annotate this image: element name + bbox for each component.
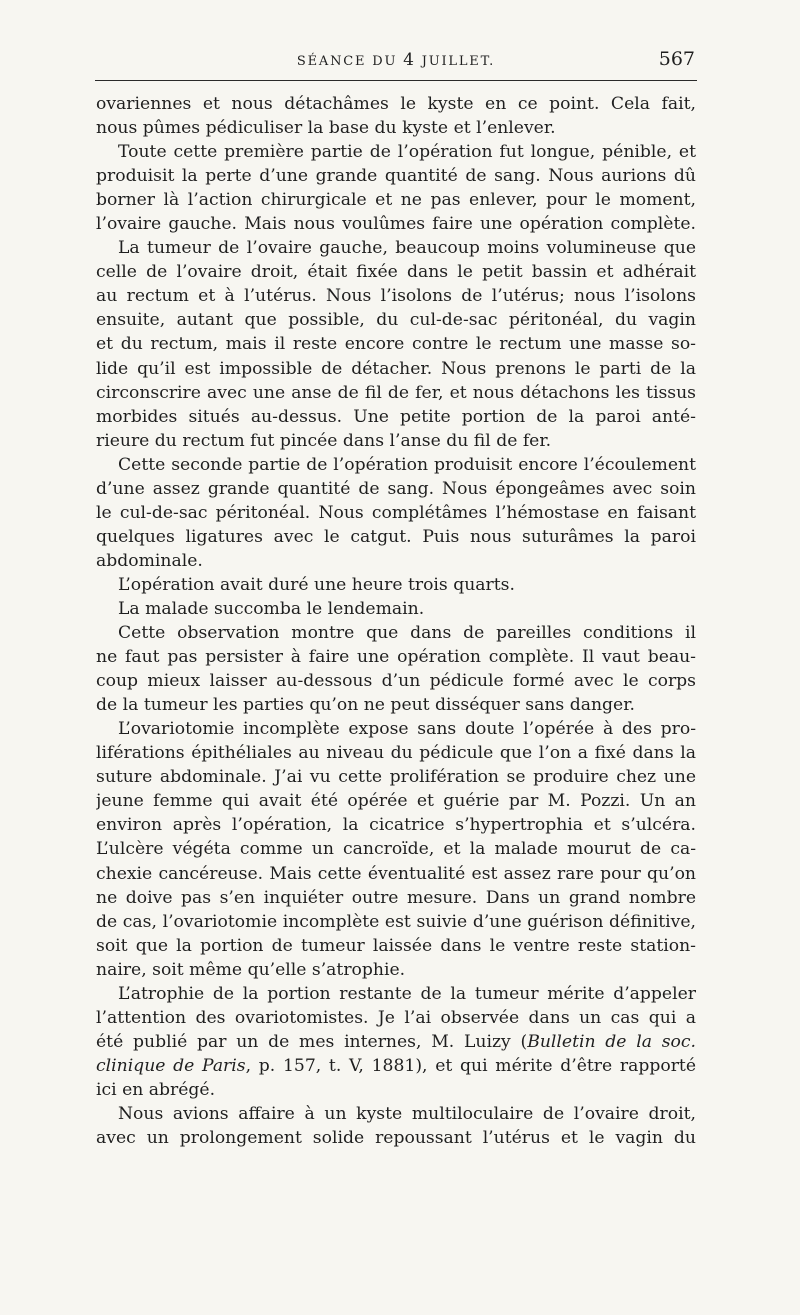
running-header: [95, 48, 697, 78]
text-line: environ après l’opération, la cicatrice s’hypertrophia et s’ulcéra.: [96, 815, 696, 836]
text-line: L’atrophie de la portion restante de la tumeur mérite d’appeler: [118, 983, 696, 1004]
header-rule: [95, 80, 697, 81]
text-line: circonscrire avec une anse de fil de fer, et nous détachons les tissus: [96, 382, 696, 403]
text-line: La tumeur de l’ovaire gauche, beaucoup moins volumineuse que: [118, 238, 696, 259]
text-line: avec un prolongement solide repoussant l’utérus et le vagin du: [96, 1128, 696, 1149]
text-line: ici en abrégé.: [96, 1079, 216, 1100]
text-line: liférations épithéliales au niveau du pédicule que l’on a fixé dans la: [96, 743, 696, 764]
text-line: naire, soit même qu’elle s’atrophie.: [96, 959, 406, 980]
text-line: nous pûmes pédiculiser la base du kyste et l’enlever.: [96, 118, 556, 139]
text-line: borner là l’action chirurgicale et ne pas enlever, pour le moment,: [96, 190, 696, 211]
text-line: quelques ligatures avec le catgut. Puis nous suturâmes la paroi: [96, 526, 696, 547]
text-line: L’ulcère végéta comme un cancroïde, et la malade mourut de ca-: [96, 839, 696, 860]
text-line: ensuite, autant que possible, du cul-de-sac péritonéal, du vagin: [96, 310, 696, 331]
text-line: ne faut pas persister à faire une opération complète. Il vaut beau-: [96, 647, 696, 668]
text-line: rieure du rectum fut pincée dans l’anse du fil de fer.: [96, 430, 552, 451]
running-title-part-1: SÉANCE DU: [296, 54, 404, 69]
text-segment: , p. 157, t. V, 1881), et qui mérite d’être rapporté: [245, 1055, 696, 1076]
text-line: suture abdominale. J’ai vu cette prolifération se produire chez une: [96, 767, 696, 788]
text-segment: été publié par un de mes internes, M. Luizy (: [96, 1031, 528, 1052]
running-title-part-2: JUILLET.: [415, 54, 496, 69]
text-line: L’ovariotomie incomplète expose sans doute l’opérée à des pro-: [118, 719, 696, 740]
text-line: celle de l’ovaire droit, était fixée dans le petit bassin et adhérait: [96, 262, 696, 283]
text-line: ne doive pas s’en inquiéter outre mesure. Dans un grand nombre: [96, 887, 696, 908]
text-line: abdominale.: [96, 550, 203, 571]
text-line: l’ovaire gauche. Mais nous voulûmes faire une opération complète.: [96, 214, 696, 235]
text-line: [96, 1054, 696, 1078]
text-line: d’une assez grande quantité de sang. Nous épongeâmes avec soin: [96, 478, 696, 499]
text-line: [96, 1030, 696, 1054]
text-line: chexie cancéreuse. Mais cette éventualité est assez rare pour qu’on: [96, 863, 696, 884]
running-title-day: 4: [403, 50, 416, 70]
text-line: ovariennes et nous détachâmes le kyste en ce point. Cela fait,: [96, 94, 696, 114]
text-line: Cette observation montre que dans de pareilles conditions il: [118, 623, 696, 644]
text-line: lide qu’il est impossible de détacher. Nous prenons le parti de la: [96, 358, 696, 379]
running-title: [95, 50, 697, 70]
text-line: l’attention des ovariotomistes. Je l’ai observée dans un cas qui a: [96, 1007, 696, 1028]
citation-title: Bulletin de la soc.: [527, 1031, 696, 1052]
citation-title: clinique de Paris: [96, 1055, 246, 1076]
text-line: Toute cette première partie de l’opération fut longue, pénible, et: [118, 142, 696, 163]
text-line: coup mieux laisser au-dessous d’un pédicule formé avec le corps: [96, 671, 696, 692]
text-line: de la tumeur les parties qu’on ne peut disséquer sans danger.: [96, 695, 635, 716]
body-text: [96, 92, 696, 1150]
text-line: Cette seconde partie de l’opération produisit encore l’écoulement: [118, 454, 696, 475]
page-number: 567: [658, 48, 695, 70]
text-line: au rectum et à l’utérus. Nous l’isolons de l’utérus; nous l’isolons: [96, 286, 696, 307]
text-line: le cul-de-sac péritonéal. Nous complétâmes l’hémostase en faisant: [96, 502, 696, 523]
text-line: Nous avions affaire à un kyste multiloculaire de l’ovaire droit,: [118, 1103, 696, 1124]
text-line: produisit la perte d’une grande quantité de sang. Nous aurions dû: [96, 166, 696, 187]
text-line: La malade succomba le lendemain.: [118, 598, 425, 619]
text-line: de cas, l’ovariotomie incomplète est suivie d’une guérison définitive,: [96, 911, 696, 932]
text-line: L’opération avait duré une heure trois quarts.: [118, 574, 515, 595]
text-line: morbides situés au-dessus. Une petite portion de la paroi anté-: [96, 406, 696, 427]
text-line: et du rectum, mais il reste encore contre le rectum une masse so-: [96, 334, 696, 355]
text-line: jeune femme qui avait été opérée et guérie par M. Pozzi. Un an: [96, 791, 696, 812]
text-line: soit que la portion de tumeur laissée dans le ventre reste station-: [96, 935, 696, 956]
